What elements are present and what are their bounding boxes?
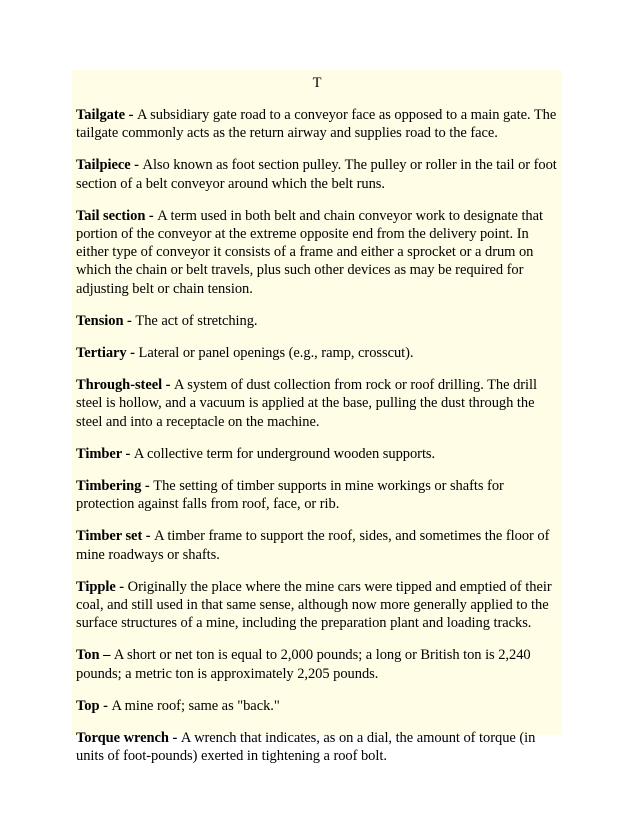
glossary-definition: A subsidiary gate road to a conveyor face as opposed to a main gate. The tailgate commonly acts as the return airway and supplies road to the face. [76,107,557,142]
glossary-definition: The setting of timber supports in mine workings or shafts for protection against falls from roof, face, or rib. [76,478,504,513]
glossary-definition: A mine roof; same as "back." [111,697,280,714]
glossary-entry-tipple [76,578,558,633]
glossary-definition: A timber frame to support the roof, sides, and sometimes the floor of mine roadways or shafts. [76,528,550,563]
glossary-term: Timber set - [76,528,155,545]
glossary-definition: A term used in both belt and chain conveyor work to designate that portion of the conveyor at the extreme opposite end from the delivery point. In either type of conveyor it consists of a frame and either a sprocket or a drum on which the chain or belt travels, plus such other devices as may be required for adjusting belt or chain tension. [76,207,543,297]
glossary-entry-ton [76,646,558,682]
glossary-term: Tailpiece - [76,157,143,174]
glossary-entry-tailgate [76,106,558,142]
glossary-page [72,70,562,765]
glossary-entry-through-steel [76,376,558,431]
glossary-term: Ton – [76,647,114,664]
glossary-entry-tension [76,312,558,330]
glossary-definition: Lateral or panel openings (e.g., ramp, crosscut). [138,345,414,362]
glossary-definition: A short or net ton is equal to 2,000 pounds; a long or British ton is 2,240 pounds; a metric ton is approximately 2,205 pounds. [76,647,531,682]
glossary-term: Tension - [76,312,136,329]
glossary-entry-timbering [76,477,558,513]
glossary-entry-tail-section [76,207,558,298]
glossary-entry-timber [76,445,558,463]
glossary-entry-timber-set [76,527,558,563]
glossary-term: Tipple - [76,578,128,595]
glossary-entry-tailpiece [76,156,558,192]
glossary-term: Tailgate - [76,107,137,123]
glossary-definition: Also known as foot section pulley. The pulley or roller in the tail or foot section of a belt conveyor around which the belt runs. [76,157,557,192]
glossary-term: Timbering - [76,478,154,495]
glossary-term: Top - [76,697,112,714]
glossary-definition: A system of dust collection from rock or roof drilling. The drill steel is hollow, and a vacuum is applied at the base, pulling the dust through the steel and into a receptacle on the machine. [76,377,537,430]
glossary-term: Tail section - [76,207,158,224]
glossary-term: Tertiary - [76,345,139,362]
glossary-definition: The act of stretching. [135,312,258,329]
glossary-definition: Originally the place where the mine cars were tipped and emptied of their coal, and still used in that same sense, although now more generally applied to the surface structures of a mine, including the preparation plant and loading tracks. [76,578,552,632]
glossary-entry-torque-wrench [76,729,558,765]
glossary-definition: A collective term for underground wooden supports. [133,445,436,462]
glossary-term: Torque wrench - [76,730,181,747]
glossary-definition: A wrench that indicates, as on a dial, the amount of torque (in units of foot-pounds) exerted in tightening a roof bolt. [76,730,536,765]
glossary-term: Through-steel - [76,377,175,394]
section-letter-heading: T [312,75,322,91]
glossary-term: Timber - [76,445,134,462]
glossary-entry-tertiary [76,344,558,362]
glossary-entry-top [76,697,558,715]
